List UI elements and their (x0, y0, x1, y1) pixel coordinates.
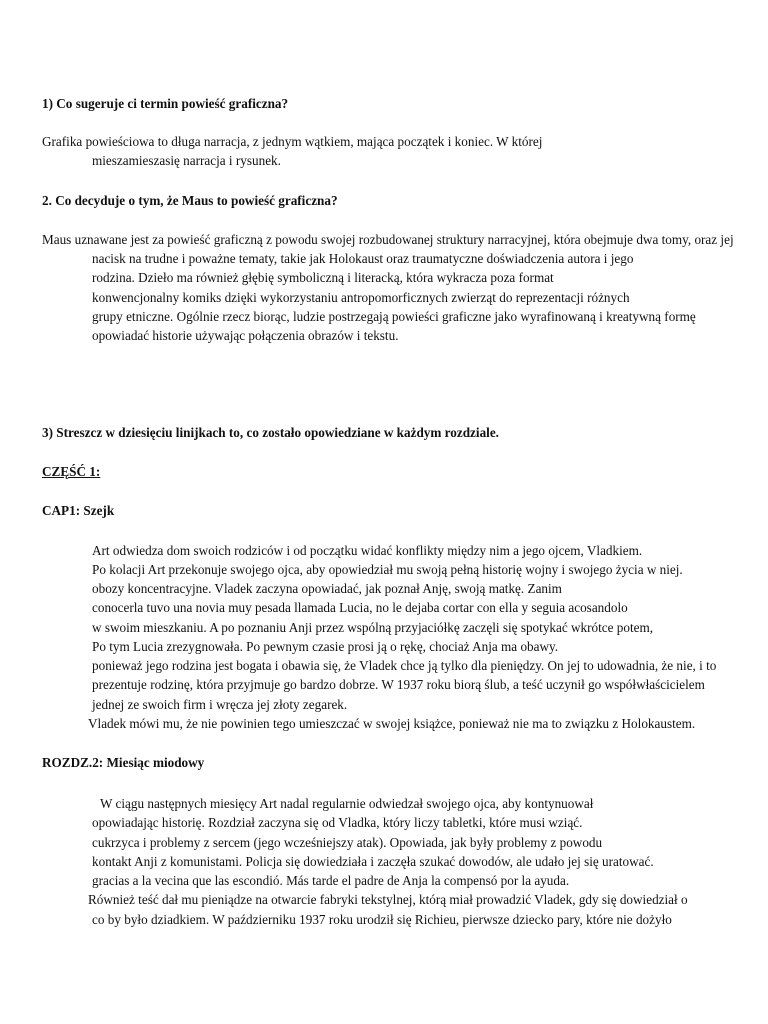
chapter-2-title: ROZDZ.2: Miesiąc miodowy (42, 755, 205, 770)
chapter-2-line: Również teść dał mu pieniądze na otwarcie fabryki tekstylnej, którą miał prowadzić Vladek, gdy się dowiedział o (88, 892, 688, 907)
question-2-answer-line: rodzina. Dzieło ma również głębię symboliczną i literacką, która wykracza poza format (92, 270, 554, 285)
chapter-2-line: co by było dziadkiem. W październiku 1937 roku urodził się Richieu, pierwsze dziecko pary, które nie dożyło (92, 912, 672, 927)
question-1-answer-line: mieszamieszasię narracja i rysunek. (92, 153, 281, 168)
chapter-2-line: cukrzyca i problemy z sercem (jego wcześniejszy atak). Opowiada, jak były problemy z powodu (92, 835, 603, 850)
question-2-answer-line: konwencjonalny komiks dzięki wykorzystaniu antropomorficznych zwierząt do reprezentacji różnych (92, 290, 630, 305)
chapter-1-line: ponieważ jego rodzina jest bogata i obawia się, że Vladek chce ją tylko dla pieniędzy. On jej to udowadnia, że nie, i to (92, 658, 717, 673)
chapter-2-line: gracias a la vecina que las escondió. Más tarde el padre de Anja la compensó por la ayuda. (92, 873, 570, 888)
question-2-answer-line: Maus uznawane jest za powieść graficzną z powodu swojej rozbudowanej struktury narracyjnej, która obejmuje dwa tomy, oraz jej (42, 232, 734, 247)
chapter-1-line: w swoim mieszkaniu. A po poznaniu Anji przez wspólną przyjaciółkę zaczęli się spotykać wkrótce potem, (92, 620, 654, 635)
question-1-answer-line: Grafika powieściowa to długa narracja, z jednym wątkiem, mająca początek i koniec. W której (42, 134, 543, 149)
chapter-1-line: conocerla tuvo una novia muy pesada llamada Lucia, no le dejaba cortar con ella y seguia acosandolo (92, 600, 628, 615)
question-2-answer-line: grupy etniczne. Ogólnie rzecz biorąc, ludzie postrzegają powieści graficzne jako wyrafinowaną i kreatywną formę (92, 309, 696, 324)
question-1-heading: 1) Co sugeruje ci termin powieść graficzna? (42, 96, 289, 111)
part-1-label: CZĘŚĆ 1: (42, 464, 101, 479)
chapter-1-title: CAP1: Szejk (42, 503, 115, 518)
question-2-answer-line: opowiadać historie używając połączenia obrazów i tekstu. (92, 328, 399, 343)
chapter-1-line: Po kolacji Art przekonuje swojego ojca, aby opowiedział mu swoją pełną historię wojny i swojego życia w niej. (92, 562, 683, 577)
chapter-2-line: kontakt Anji z komunistami. Policja się dowiedziała i zaczęła szukać dowodów, ale udało jej się uratować. (92, 854, 654, 869)
chapter-1-line: Vladek mówi mu, że nie powinien tego umieszczać w swojej książce, ponieważ nie ma to związku z Holokaustem. (88, 716, 696, 731)
question-2-answer-line: nacisk na trudne i poważne tematy, takie jak Holokaust oraz traumatyczne doświadczenia autora i jego (92, 251, 634, 266)
chapter-1-line: Art odwiedza dom swoich rodziców i od początku widać konflikty między nim a jego ojcem, Vladkiem. (92, 543, 643, 558)
chapter-1-line: jednej ze swoich firm i wręcza jej złoty zegarek. (92, 697, 348, 712)
chapter-1-line: prezentuje rodzinę, która przyjmuje go bardzo dobrze. W 1937 roku biorą ślub, a teść uczynił go współwłaścicielem (92, 677, 705, 692)
chapter-1-line: obozy koncentracyjne. Vladek zaczyna opowiadać, jak poznał Anję, swoją matkę. Zanim (92, 581, 562, 596)
chapter-2-line: opowiadając historię. Rozdział zaczyna się od Vladka, który liczy tabletki, które musi wziąć. (92, 815, 583, 830)
chapter-2-line: W ciągu następnych miesięcy Art nadal regularnie odwiedzał swojego ojca, aby kontynuował (100, 796, 594, 811)
chapter-1-line: Po tym Lucia zrezygnowała. Po pewnym czasie prosi ją o rękę, chociaż Anja ma obawy. (92, 639, 559, 654)
question-3-heading: 3) Streszcz w dziesięciu linijkach to, co zostało opowiedziane w każdym rozdziale. (42, 425, 499, 440)
question-2-heading: 2. Co decyduje o tym, że Maus to powieść graficzna? (42, 193, 338, 208)
